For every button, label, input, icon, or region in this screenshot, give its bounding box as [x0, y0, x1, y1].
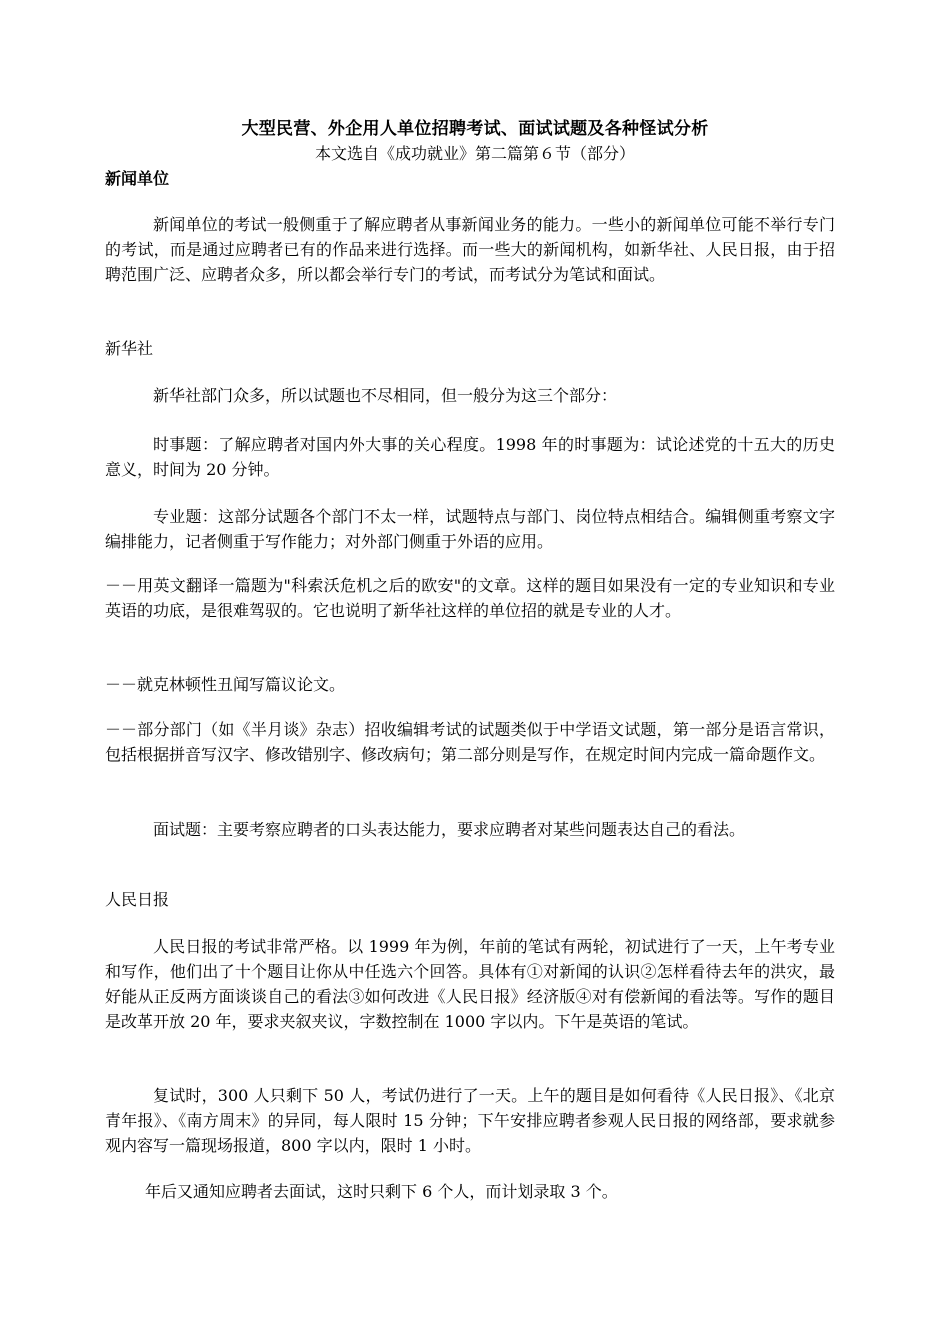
paragraph-xinhua-5: －－就克林顿性丑闻写篇议论文。 — [105, 675, 346, 694]
section-heading-xinhua: 新华社 — [105, 339, 154, 358]
paragraph-xinhua-6: －－部分部门（如《半月谈》杂志）招收编辑考试的试题类似于中学语文试题，第一部分是语言常识，包括根据拼音写汉字、修改错别字、修改病句；第二部分则是写作，在规定时间内完成一篇命题作文。 — [105, 720, 835, 764]
paragraph-intro: 新闻单位的考试一般侧重于了解应聘者从事新闻业务的能力。一些小的新闻单位可能不举行专门的考试，而是通过应聘者已有的作品来进行选择。而一些大的新闻机构，如新华社、人民日报，由于招聘范围广泛、应聘者众多，所以都会举行专门的考试，而考试分为笔试和面试。 — [105, 215, 835, 284]
paragraph-xinhua-2: 时事题：了解应聘者对国内外大事的关心程度。1998 年的时事题为：试论述党的十五大的历史意义，时间为 20 分钟。 — [105, 435, 835, 479]
paragraph-xinhua-1: 新华社部门众多，所以试题也不尽相同，但一般分为这三个部分： — [153, 386, 618, 405]
paragraph-xinhua-7: 面试题：主要考察应聘者的口头表达能力，要求应聘者对某些问题表达自己的看法。 — [153, 820, 746, 839]
document-title: 大型民营、外企用人单位招聘考试、面试试题及各种怪试分析 — [241, 119, 709, 139]
paragraph-xinhua-3: 专业题：这部分试题各个部门不太一样，试题特点与部门、岗位特点相结合。编辑侧重考察文字编排能力，记者侧重于写作能力；对外部门侧重于外语的应用。 — [105, 507, 835, 551]
section-heading-renmin: 人民日报 — [105, 890, 170, 909]
paragraph-renmin-3: 年后又通知应聘者去面试，这时只剩下 6 个人，而计划录取 3 个。 — [145, 1182, 618, 1201]
document-subtitle: 本文选自《成功就业》第二篇第６节（部分） — [314, 144, 635, 163]
paragraph-renmin-2: 复试时，300 人只剩下 50 人，考试仍进行了一天。上午的题目是如何看待《人民日报》、《北京青年报》、《南方周末》的异同，每人限时 15 分钟；下午安排应聘者参观人民日报的网络部，要求就参观内容写一篇现场报道，800 字以内，限时 1 小时。 — [105, 1086, 835, 1155]
paragraph-xinhua-4: －－用英文翻译一篇题为"科索沃危机之后的欧安"的文章。这样的题目如果没有一定的专业知识和专业英语的功底，是很难驾驭的。它也说明了新华社这样的单位招的就是专业的人才。 — [105, 576, 835, 620]
section-heading-news: 新闻单位 — [105, 169, 170, 188]
paragraph-renmin-1: 人民日报的考试非常严格。以 1999 年为例，年前的笔试有两轮，初试进行了一天，上午考专业和写作，他们出了十个题目让你从中任选六个回答。具体有①对新闻的认识②怎样看待去年的洪灾，最好能从正反两方面谈谈自己的看法③如何改进《人民日报》经济版④对有偿新闻的看法等。写作的题目是改革开放 20 年，要求夹叙夹议，字数控制在 1000 字以内。下午是英语的笔试。 — [105, 937, 835, 1031]
